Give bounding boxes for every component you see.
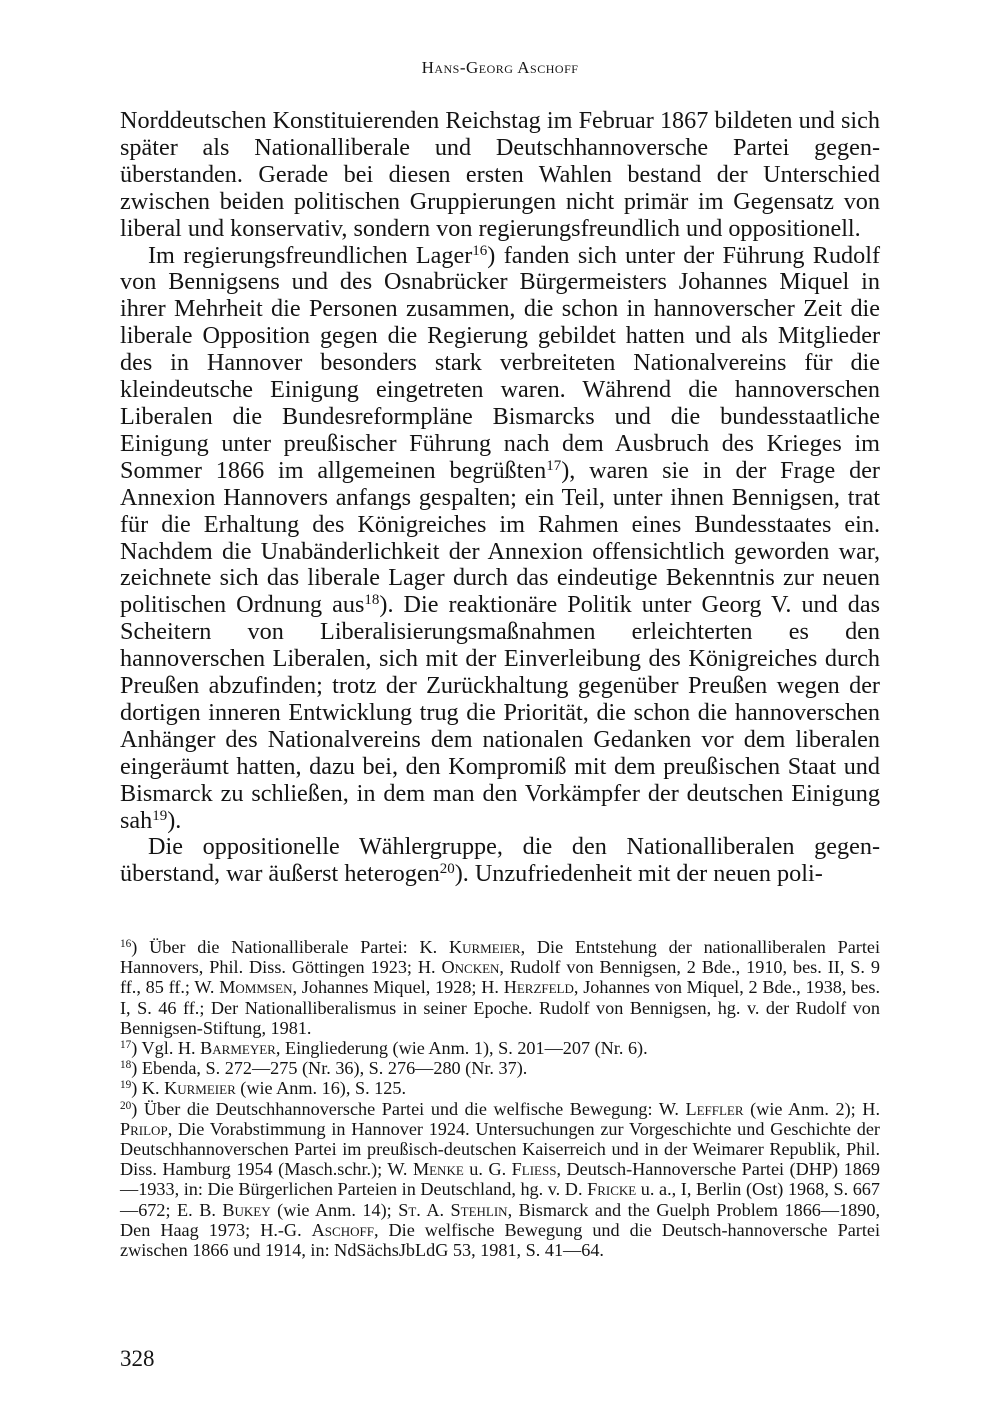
text-run: ), waren sie in der Frage der Annexion Hannovers anfangs gespalten; ein Teil, unter ihnen Bennigsen, trat für die Erhaltung des Königreiches im Rahmen eines Bundesstaates ein. Nachdem die Unabänderlichkeit der Annexion offensichtlich geworden war, zeichnete sich das liberale Lager durch das eindeutige Bekenntnis zur neuen politischen Ordnung aus [120, 456, 880, 619]
author-name: St. A. Stehlin [398, 1199, 508, 1220]
author-name: Kurmeier [448, 937, 521, 957]
footnote-ref: 20 [120, 1099, 132, 1112]
text-run: ) K. [131, 1078, 165, 1099]
author-name: Kurmeier [164, 1078, 236, 1099]
text-run: ) Über die Nationalliberale Partei: K. [131, 937, 449, 957]
text-run: (wie Anm. 16), S. 125. [235, 1078, 406, 1099]
running-head: Hans-Georg Aschoff [421, 58, 579, 77]
text-run: , Die welfische Bewegung und die Deutsch-hannoversche Partei zwischen 1866 und 1914, in: NdSächsJbLdG 53, 1981, S. 41—64. [120, 1219, 880, 1261]
page-number: 328 [120, 1346, 155, 1371]
footnote-ref: 19 [152, 807, 168, 824]
author-name: Aschoff [311, 1219, 374, 1240]
text-run: u. G. [463, 1159, 512, 1180]
text-run: Die oppositionelle Wählergruppe, die den Nationalliberalen gegenüberstand, war äußerst heterogen [120, 833, 880, 888]
author-name: Fliess [511, 1159, 557, 1180]
text-run: ) fanden sich unter der Führung Rudolf von Bennigsens und des Osnabrücker Bürgermeisters Johannes Miquel in ihrer Mehrheit die Personen zusammen, die schon in hannoverscher Zeit die liberale Opposition gegen die Regierung gebildet hatten und als Mitglieder des in Hannover besonders stark verbreiteten Nationalvereins für die kleindeutsche Einigung eingetreten waren. Während die hannoverschen Liberalen die Bundesreformpläne Bismarcks und die bundesstaatliche Einigung unter preußischer Führung nach dem Ausbruch des Krieges im Sommer 1866 im allgemeinen begrüßten [120, 241, 880, 484]
author-name: Leffler [685, 1098, 744, 1119]
author-name: Oncken [441, 957, 500, 978]
text-run: (wie Anm. 2); H. [743, 1098, 880, 1119]
text-run: ) Ebenda, S. 272—275 (Nr. 36), S. 276—280 (Nr. 37). [131, 1058, 528, 1079]
footnote-ref: 20 [439, 861, 455, 878]
text-run: , Bismarck and the Guelph Problem 1866—1890, Den Haag 1973; H.-G. [120, 1199, 880, 1240]
author-name: Prilop [120, 1118, 168, 1139]
text-run: ). [167, 806, 182, 834]
footnote [120, 1038, 880, 1058]
author-name: Herzfeld [503, 977, 574, 998]
text-run: u. a., I, Berlin (Ost) 1968, S. 667—672; E. B. [120, 1179, 880, 1220]
text-run: , Johannes Miquel, 1928; H. [292, 977, 504, 998]
text-run: Norddeutschen Konstituierenden Reichstag im Februar 1867 bildeten und sich später als Nationalliberale und Deutschhannoversche Partei gegenüberstanden. Gerade bei diesen ersten Wahlen bestand der Unterschied zwischen beiden politischen Gruppierungen nicht primär im Gegensatz von liberal und konservativ, sondern von regierungsfreundlich und oppositionell. [120, 107, 880, 242]
author-name: Bukey [222, 1199, 271, 1220]
paragraph [120, 834, 880, 888]
text-run: , Eingliederung (wie Anm. 1), S. 201—207 (Nr. 6). [275, 1038, 648, 1059]
text-run: (wie Anm. 14); [270, 1199, 399, 1220]
footnote [120, 937, 880, 1038]
footnote-ref: 19 [120, 1079, 132, 1092]
footnote-ref: 18 [364, 592, 380, 609]
author-name: Menke [412, 1159, 464, 1180]
author-name: Barmeyer [200, 1038, 276, 1059]
footnote [120, 1058, 880, 1078]
text-run: ) Vgl. H. [131, 1038, 201, 1059]
footnote-ref: 17 [120, 1038, 132, 1051]
text-run: Im regierungsfreundlichen Lager [148, 241, 473, 269]
text-run: ) Über die Deutschhannoversche Partei und die welfische Bewegung: W. [131, 1098, 686, 1119]
author-name: Fricke [587, 1179, 637, 1200]
text-run: , Die Vorabstimmung in Hannover 1924. Untersuchungen zur Vorgeschichte und Geschichte der Deutschhannoverschen Partei im preußisch-deutschen Kaiserreich und in der Weimarer Republik, Phil. Diss. Hamburg 1954 (Masch.schr.); W. [120, 1118, 880, 1180]
paragraph [120, 243, 880, 835]
text-run: , Die Entstehung der nationalliberalen Partei Hannovers, Phil. Diss. Göttingen 1923; H. [120, 937, 880, 978]
footnotes [120, 937, 880, 1260]
footnote-ref: 18 [120, 1059, 132, 1072]
footnote [120, 1078, 880, 1098]
footnote-ref: 17 [546, 457, 562, 474]
text-run: , Johannes von Miquel, 2 Bde., 1938, bes. I, S. 46 ff.; Der Nationalliberalismus in seiner Epoche. Rudolf von Bennigsen, hg. v. der Rudolf von Bennigsen-Stiftung, 1981. [120, 977, 881, 1038]
paragraph [120, 108, 880, 243]
author-name: Mommsen [219, 977, 293, 998]
text-run: ). Die reaktionäre Politik unter Georg V. und das Scheitern von Liberalisierungsmaßnahmen erleichterten es den hannoverschen Liberalen, sich mit der Einverleibung des Königreiches durch Preußen abzufinden; trotz der Zurückhaltung gegenüber Preußen wegen der dortigen inneren Entwicklung trug die Priorität, die schon die hannoverschen Anhänger des Nationalvereins dem nationalen Gedanken vor dem liberalen eingeräumt hatten, dazu bei, den Kompromiß mit dem preußischen Staat und Bismarck zu schließen, in dem man den Vorkämpfer der deutschen Einigung sah [120, 591, 880, 834]
text-run: ). Unzufriedenheit mit der neuen poli- [454, 860, 823, 888]
footnote [120, 1099, 880, 1261]
footnote-ref: 16 [472, 242, 488, 259]
text-run: , Rudolf von Bennigsen, 2 Bde., 1910, bes. II, S. 9 ff., 85 ff.; W. [120, 957, 880, 998]
text-run: , Deutsch-Hannoversche Partei (DHP) 1869—1933, in: Die Bürgerlichen Parteien in Deutschland, hg. v. D. [120, 1159, 880, 1200]
footnote-ref: 16 [120, 937, 132, 950]
body-text [120, 108, 880, 888]
